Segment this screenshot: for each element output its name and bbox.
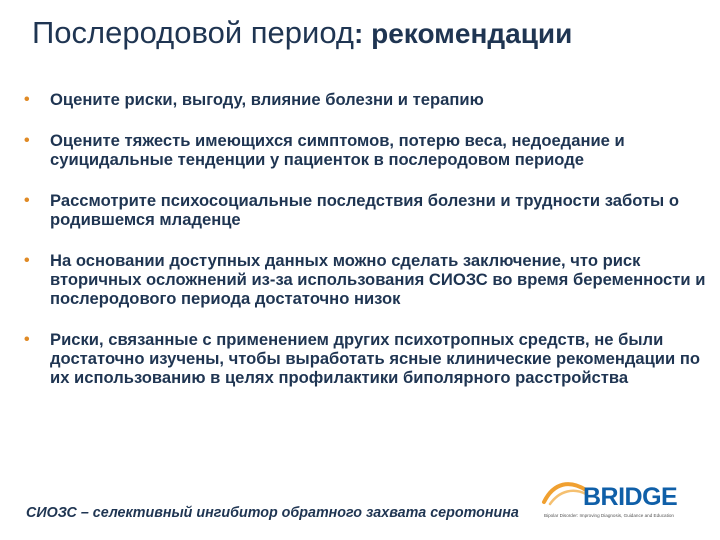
list-item (24, 330, 718, 387)
bullet-dot-icon: • (24, 132, 30, 149)
recommendation-list (24, 90, 718, 409)
list-item (24, 90, 718, 109)
bridge-logo (540, 474, 712, 530)
bullet-dot-icon: • (24, 91, 30, 108)
bullet-text: Оцените риски, выгоду, влияние болезни и терапию (50, 90, 484, 109)
bullet-dot-icon: • (24, 192, 30, 209)
list-item (24, 191, 718, 229)
bullet-text: На основании доступных данных можно сделать заключение, что риск вторичных осложнений из-за использования СИОЗС во время беременности и послеродового периода достаточно низок (50, 251, 706, 308)
bullet-text: Оцените тяжесть имеющихся симптомов, потерю веса, недоедание и суицидальные тенденции у пациенток в послеродовом периоде (50, 131, 625, 169)
logo-wordmark: BRIDGE (583, 483, 678, 511)
bullet-dot-icon: • (24, 252, 30, 269)
list-item (24, 251, 718, 308)
list-item (24, 131, 718, 169)
title-main: Послеродовой период (32, 15, 355, 50)
footnote: СИОЗС – селективный ингибитор обратного захвата серотонина (26, 505, 519, 521)
bullet-text: Риски, связанные с применением других психотропных средств, не были достаточно изучены, чтобы выработать ясные клинические рекомендации по их использованию в целях профилактики биполярного расстройства (50, 330, 700, 387)
title-subtitle: : рекомендации (354, 18, 573, 49)
logo-tagline: Bipolar Disorder: Improving Diagnosis, Guidance and Education (544, 513, 674, 518)
bullet-dot-icon: • (24, 331, 30, 348)
slide-title (32, 14, 712, 64)
bullet-text: Рассмотрите психосоциальные последствия болезни и трудности заботы о родившемся младенце (50, 191, 679, 229)
